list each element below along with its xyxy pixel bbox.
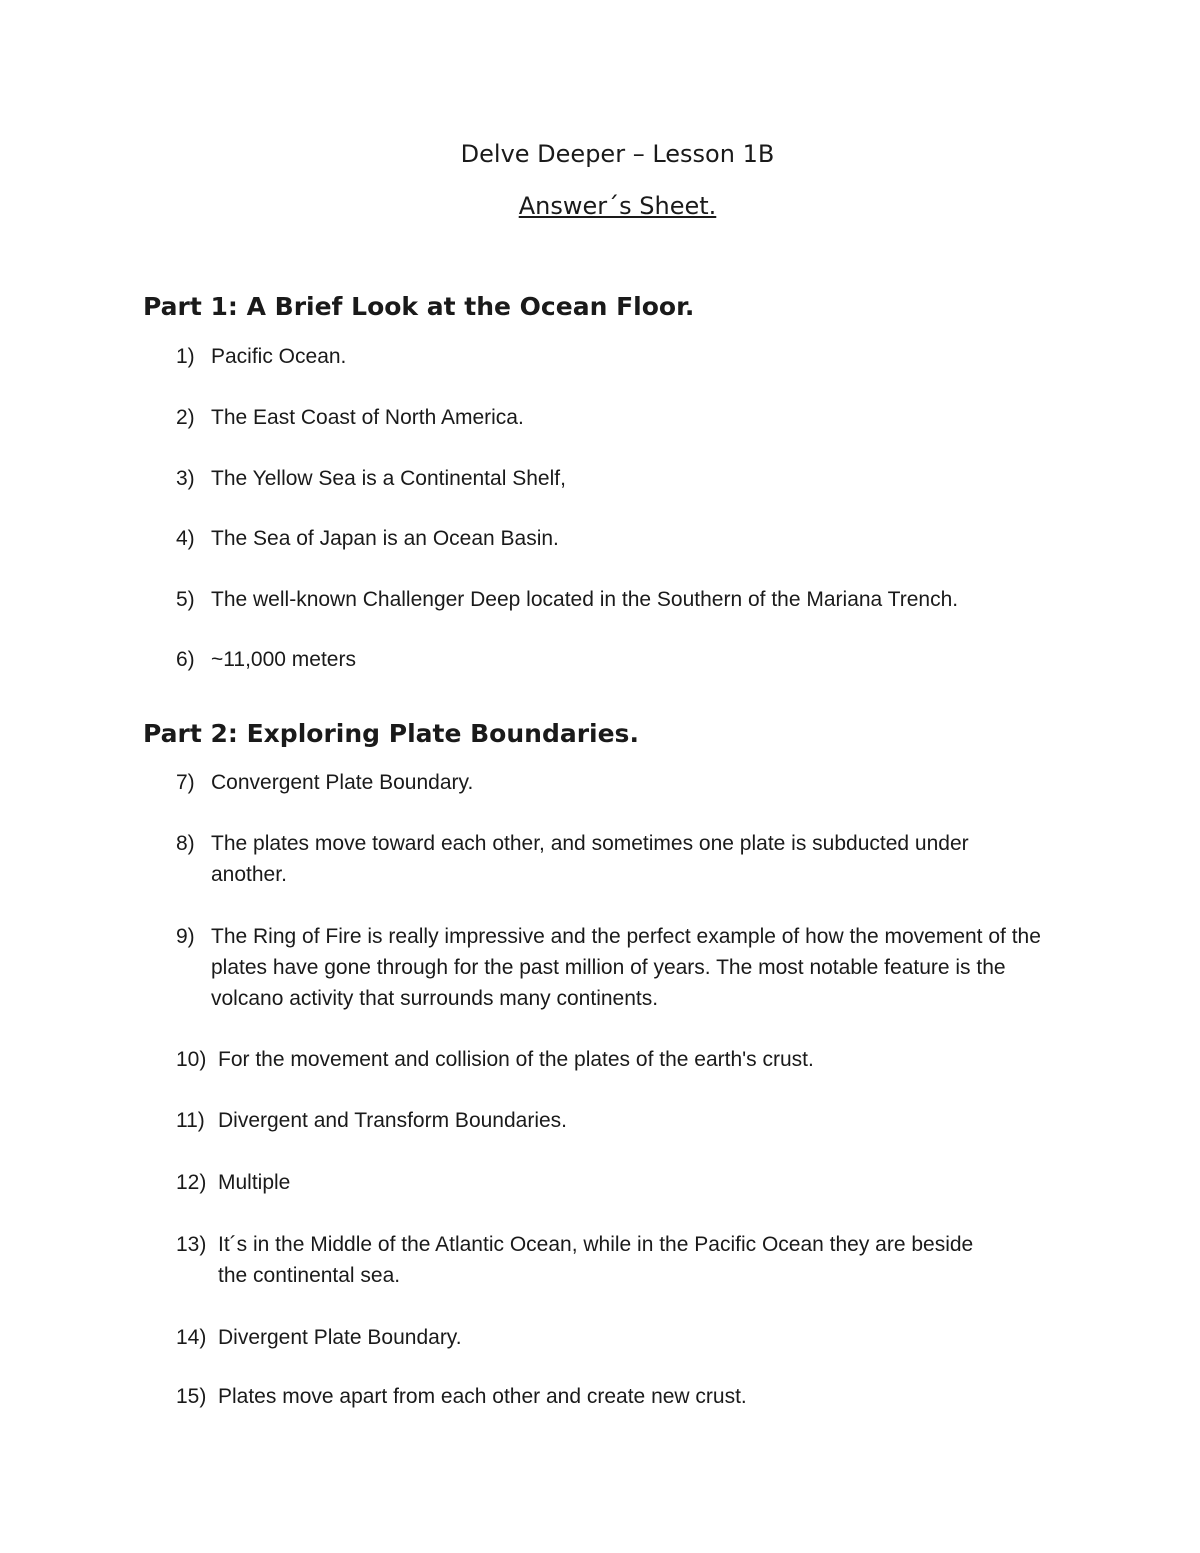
item-text: The Yellow Sea is a Continental Shelf, xyxy=(211,467,566,490)
item-text: The plates move toward each other, and sometimes one plate is subducted under another. xyxy=(211,832,969,886)
item-text: The Sea of Japan is an Ocean Basin. xyxy=(211,527,559,550)
item-number: 11) xyxy=(176,1109,205,1132)
item-number: 14) xyxy=(176,1326,207,1349)
item-text: The Ring of Fire is really impressive and the perfect example of how the movement of the plates have gone through for the past million of years. The most notable feature is the volcano activity that surrounds many continents. xyxy=(211,925,1041,1010)
item-number: 4) xyxy=(176,527,195,550)
item-number: 12) xyxy=(176,1171,207,1194)
item-text: Multiple xyxy=(218,1171,291,1194)
item-number: 6) xyxy=(176,648,195,671)
item-text: Plates move apart from each other and create new crust. xyxy=(218,1385,747,1408)
document-subtitle: Answer´s Sheet. xyxy=(518,192,717,220)
item-text: Divergent Plate Boundary. xyxy=(218,1326,462,1349)
item-text: Divergent and Transform Boundaries. xyxy=(218,1109,568,1132)
item-number: 1) xyxy=(176,345,195,368)
item-number: 2) xyxy=(176,406,195,429)
item-number: 9) xyxy=(176,925,195,948)
item-text: ~11,000 meters xyxy=(211,648,356,671)
item-number: 10) xyxy=(176,1048,207,1071)
item-text: It´s in the Middle of the Atlantic Ocean, while in the Pacific Ocean they are beside the continental sea. xyxy=(218,1233,974,1287)
item-number: 13) xyxy=(176,1233,207,1256)
item-text: The East Coast of North America. xyxy=(211,406,524,429)
item-text: For the movement and collision of the plates of the earth's crust. xyxy=(218,1048,814,1071)
item-text: Convergent Plate Boundary. xyxy=(211,771,474,794)
part2-heading: Part 2: Exploring Plate Boundaries. xyxy=(143,719,639,748)
item-number: 5) xyxy=(176,588,195,611)
item-number: 3) xyxy=(176,467,195,490)
part1-heading: Part 1: A Brief Look at the Ocean Floor. xyxy=(143,292,695,321)
item-number: 8) xyxy=(176,832,195,855)
item-text: Pacific Ocean. xyxy=(211,345,347,368)
document-title: Delve Deeper – Lesson 1B xyxy=(460,140,775,168)
item-text: The well-known Challenger Deep located in the Southern of the Mariana Trench. xyxy=(211,588,959,611)
item-number: 7) xyxy=(176,771,195,794)
item-number: 15) xyxy=(176,1385,207,1408)
